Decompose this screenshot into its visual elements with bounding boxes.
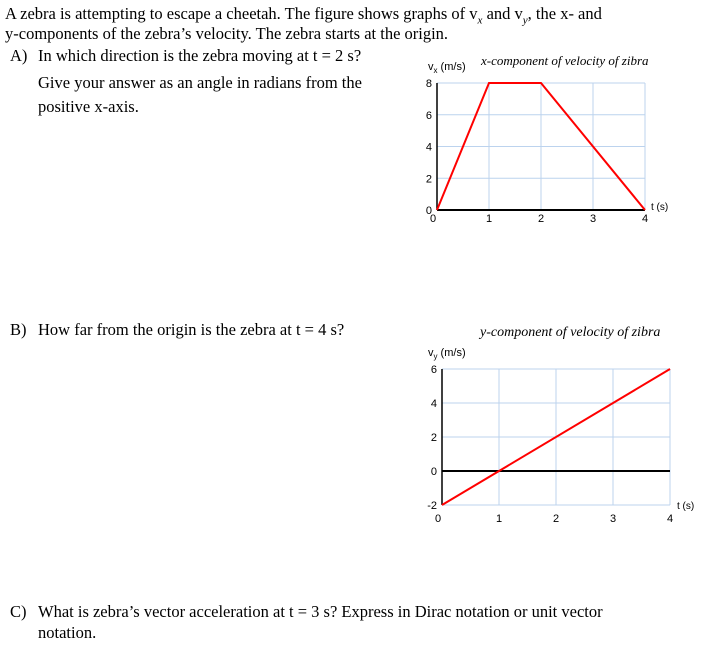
question-c-line-2: notation. [38, 623, 97, 642]
intro-line-2: y-components of the zebra’s velocity. The zebra starts at the origin. [5, 24, 449, 43]
question-c-line-1: What is zebra’s vector acceleration at t = 3 s? Express in Dirac notation or unit vector [38, 602, 603, 621]
intro-line-1: A zebra is attempting to escape a cheetah. The figure shows graphs of $v_x$ and $v_y$, the x- and [5, 4, 602, 27]
vx-xtick-label: 4 [641, 213, 649, 225]
vy-xlabel: t (s) [677, 501, 695, 512]
question-a-line-3: positive x-axis. [38, 97, 139, 116]
vx-ytick-label: 4 [425, 141, 432, 154]
vy-xtick-label: 0 [434, 513, 442, 525]
vy-xtick-label: 2 [552, 513, 560, 525]
question-a-line-2: Give your answer as an angle in radians from the [38, 73, 362, 92]
question-b-line-1: How far from the origin is the zebra at t = 4 s? [38, 320, 345, 339]
vy-xtick-label: 4 [666, 513, 674, 525]
vy-ytick-label: -2 [427, 500, 437, 512]
question-b-label: B) [10, 320, 27, 339]
vx-ytick-label: 6 [425, 109, 432, 122]
vx-ylabel: $v_x$ (m/s) [428, 61, 466, 75]
question-a-line-1: In which direction is the zebra moving at t = 2 s? [38, 46, 362, 65]
vx-xtick-label: 2 [537, 213, 545, 225]
question-c-label: C) [10, 602, 27, 621]
vx-xtick-label: 0 [429, 213, 437, 225]
chart-x-title: x-component of velocity of zibra [481, 53, 649, 68]
vy-ytick-label: 6 [430, 364, 437, 376]
vy-ytick-label: 2 [430, 432, 437, 444]
vx-xlabel: t (s) [651, 202, 669, 213]
vy-ytick-label: 0 [430, 466, 437, 478]
vy-xtick-label: 1 [495, 513, 503, 525]
vy-xtick-label: 3 [609, 513, 617, 525]
vx-ytick-label: 2 [425, 173, 432, 186]
vx-xtick-label: 3 [589, 213, 597, 225]
vx-xtick-label: 1 [485, 213, 493, 225]
vy-ylabel: $v_y$ (m/s) [428, 347, 466, 361]
vx-ytick-label: 0 [425, 205, 432, 217]
vy-ytick-label: 4 [430, 398, 437, 410]
chart-y-title: y-component of velocity of zibra [480, 325, 661, 340]
question-a-label: A) [10, 46, 28, 65]
vx-ytick-label: 8 [425, 78, 432, 90]
